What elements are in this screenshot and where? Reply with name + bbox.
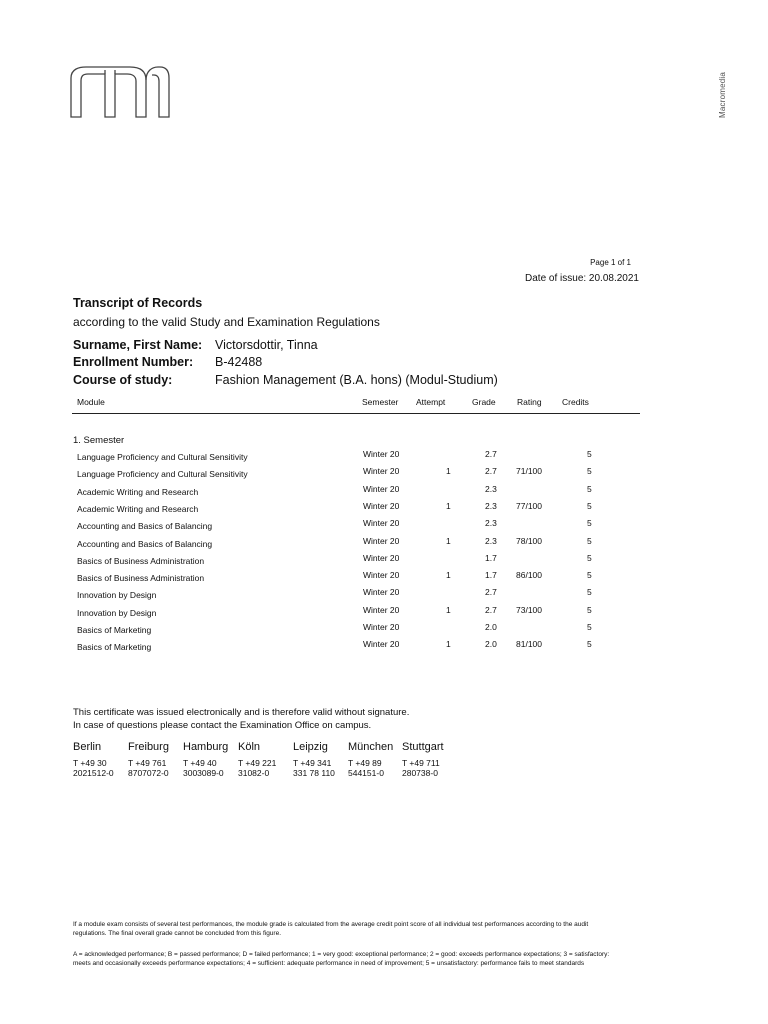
location-phone-prefix: T +49 761 [128,758,167,768]
location-phone-prefix: T +49 40 [183,758,217,768]
cell-grade: 2.7 [485,449,497,459]
grading-footnote: If a module exam consists of several test performances, the module grade is calculated from the average credit point score of all individual test performances according to the audit regulations. The final overall grade cannot be concluded from this figure. [73,921,589,937]
cell-grade: 1.7 [485,570,497,581]
cell-semester: Winter 20 [363,449,400,459]
col-module: Module [77,397,105,407]
cell-module: Accounting and Basics of Balancing [77,538,213,549]
location-city: Berlin [73,741,102,753]
location-phone-number: 3003089-0 [183,768,224,778]
cell-grade: 2.3 [485,518,497,529]
enrollment-label: Enrollment Number: [73,355,194,369]
date-of-issue: Date of issue: 20.08.2021 [525,273,639,284]
location-city: Leipzig [293,741,328,753]
location-phone-number: 331 78 110 [293,768,335,778]
cell-credits: 5 [587,535,592,546]
cell-grade: 2.0 [485,639,497,650]
cell-module: Academic Writing and Research [77,486,199,497]
cell-semester: Winter 20 [363,639,400,650]
cell-semester: Winter 20 [363,552,400,563]
location-phone-number: 2021512-0 [73,768,114,778]
cell-module: Basics of Business Administration [77,573,205,584]
cell-credits: 5 [587,518,592,529]
location-phone-prefix: T +49 341 [293,758,332,768]
location-phone-number: 31082-0 [238,768,270,778]
cell-grade: 2.3 [485,500,497,511]
cell-grade: 2.7 [485,466,497,477]
col-grade: Grade [472,397,496,407]
cell-grade: 2.3 [485,483,497,494]
location-phone-number: 8707072-0 [128,768,169,778]
cell-module: Basics of Marketing [77,625,152,635]
cell-module: Basics of Business Administration [77,555,205,566]
macromedia-logo [70,66,170,118]
cell-credits: 5 [587,622,592,632]
contact-notice: In case of questions please contact the Examination Office on campus. [73,720,372,731]
cell-rating: 81/100 [516,639,542,650]
location-city: Hamburg [183,741,229,753]
cell-attempt: 1 [446,604,451,615]
location-phone-prefix: T +49 30 [73,758,107,768]
cell-module: Basics of Marketing [77,642,152,653]
table-divider [72,413,640,414]
cell-semester: Winter 20 [363,466,400,477]
cell-grade: 2.3 [485,535,497,546]
cell-grade: 2.7 [485,604,497,615]
col-attempt: Attempt [416,397,446,407]
location-city: Stuttgart [402,741,444,753]
cell-grade: 1.7 [485,552,497,563]
cell-credits: 5 [587,466,592,477]
document-title: Transcript of Records [73,296,203,310]
cell-credits: 5 [587,570,592,581]
location-phone-prefix: T +49 89 [348,758,382,768]
location-city: Freiburg [128,741,169,753]
cell-credits: 5 [587,552,592,563]
cell-module: Innovation by Design [77,607,157,618]
cell-credits: 5 [587,449,592,459]
location-city: Köln [238,741,261,753]
cell-attempt: 1 [446,500,451,511]
cell-credits: 5 [587,500,592,511]
cell-attempt: 1 [446,535,451,546]
location-phone-number: 280738-0 [402,768,438,778]
vendor-vertical-text: Macromedia [718,71,727,118]
cell-rating: 78/100 [516,535,542,546]
name-label: Surname, First Name: [73,338,203,352]
grade-legend: A = acknowledged performance; B = passed performance; D = failed performance; 1 = very good: exceptional performance; 2 = good: exceeds performance expectations; 3 = satisfactory: meets and occasionally exceeds performance expectations; 4 = sufficient: adequate performance in need of improvement; 5 = unsatisfactory: performance fails to meet standards [73,951,610,967]
location-phone-prefix: T +49 221 [238,758,277,768]
location-phone-number: 544151-0 [348,768,384,778]
page-number: Page 1 of 1 [590,258,631,267]
cell-rating: 73/100 [516,604,542,615]
cell-semester: Winter 20 [363,570,400,581]
cell-semester: Winter 20 [363,622,400,632]
name-value: Victorsdottir, Tinna [215,338,318,352]
cell-attempt: 1 [446,570,451,581]
col-rating: Rating [517,397,542,407]
cell-semester: Winter 20 [363,500,400,511]
location-phone-prefix: T +49 711 [402,758,440,768]
cell-rating: 86/100 [516,570,542,581]
document-subtitle: according to the valid Study and Examination Regulations [73,315,380,329]
cell-grade: 2.7 [485,587,497,598]
cell-attempt: 1 [446,466,451,477]
col-credits: Credits [562,397,589,407]
cell-grade: 2.0 [485,622,497,632]
cell-credits: 5 [587,639,592,650]
electronic-notice: This certificate was issued electronically and is therefore valid without signature. [73,707,410,718]
location-city: München [348,741,394,753]
cell-credits: 5 [587,483,592,494]
col-semester: Semester [362,397,399,407]
cell-module: Language Proficiency and Cultural Sensitivity [77,452,248,462]
cell-module: Accounting and Basics of Balancing [77,521,213,532]
cell-attempt: 1 [446,639,451,650]
cell-module: Academic Writing and Research [77,503,199,514]
semester-section-label: 1. Semester [73,435,125,446]
cell-credits: 5 [587,604,592,615]
cell-module: Language Proficiency and Cultural Sensitivity [77,469,248,480]
cell-credits: 5 [587,587,592,598]
cell-rating: 71/100 [516,466,542,477]
course-value: Fashion Management (B.A. hons) (Modul-Studium) [215,373,498,387]
cell-rating: 77/100 [516,500,542,511]
cell-semester: Winter 20 [363,483,400,494]
cell-module: Innovation by Design [77,590,157,601]
cell-semester: Winter 20 [363,518,400,529]
cell-semester: Winter 20 [363,535,400,546]
enrollment-value: B-42488 [215,355,263,369]
cell-semester: Winter 20 [363,587,400,598]
course-label: Course of study: [73,373,173,387]
cell-semester: Winter 20 [363,604,400,615]
